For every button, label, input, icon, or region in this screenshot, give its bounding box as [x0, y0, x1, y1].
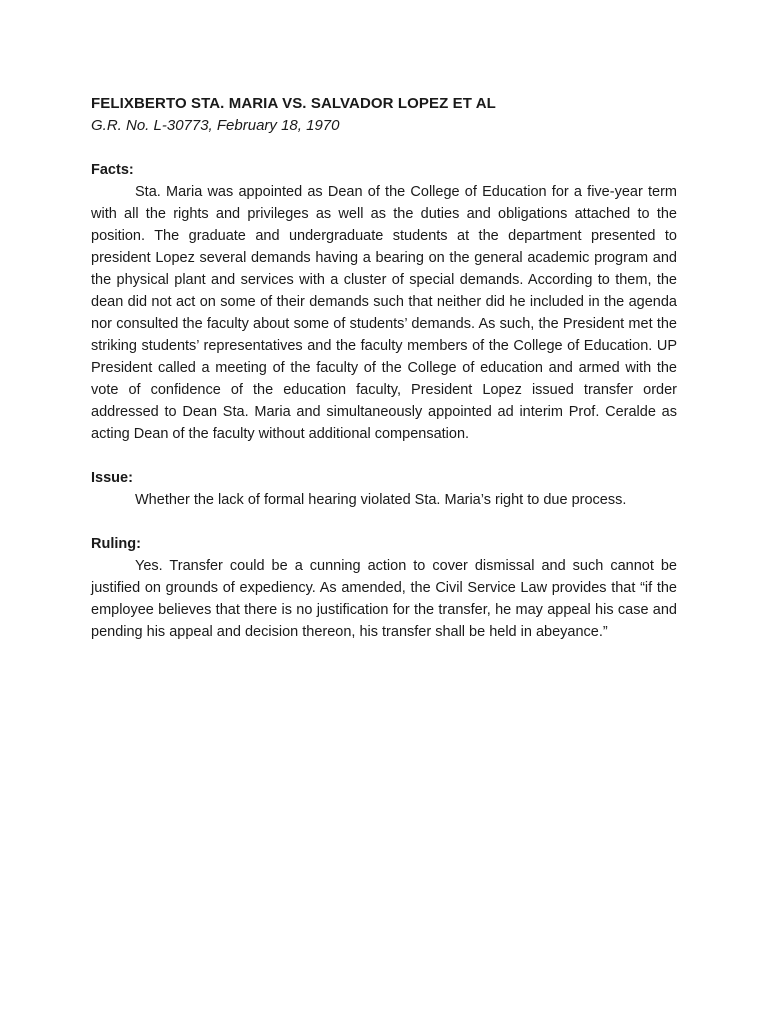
document-page [91, 93, 677, 643]
ruling-heading: Ruling: [91, 536, 141, 552]
issue-body: Whether the lack of formal hearing violated Sta. Maria’s right to due process. [135, 492, 627, 508]
issue-heading: Issue: [91, 470, 133, 486]
case-title: FELIXBERTO STA. MARIA VS. SALVADOR LOPEZ ET AL [91, 95, 496, 112]
issue-section [91, 467, 677, 511]
ruling-body: Yes. Transfer could be a cunning action to cover dismissal and such cannot be justified on grounds of expediency. As amended, the Civil Service Law provides that “if the employee believes that there is no justification for the transfer, he may appeal his case and pending his appeal and decision thereon, his transfer shall be held in abeyance.” [91, 558, 677, 640]
facts-heading: Facts: [91, 162, 134, 178]
facts-body: Sta. Maria was appointed as Dean of the College of Education for a five-year term with all the rights and privileges as well as the duties and obligations attached to the position. The graduate and undergraduate students at the department presented to president Lopez several demands having a bearing on the general academic program and the physical plant and services with a cluster of special demands. According to them, the dean did not act on some of their demands such that neither did he included in the agenda nor consulted the faculty about some of students’ demands. As such, the President met the striking students’ representatives and the faculty members of the College of Education. UP President called a meeting of the faculty of the College of education and armed with the vote of confidence of the education faculty, President Lopez issued transfer order addressed to Dean Sta. Maria and simultaneously appointed ad interim Prof. Ceralde as acting Dean of the faculty without additional compensation. [91, 184, 677, 442]
case-citation: G.R. No. L-30773, February 18, 1970 [91, 117, 340, 134]
ruling-section [91, 533, 677, 643]
facts-section [91, 159, 677, 445]
